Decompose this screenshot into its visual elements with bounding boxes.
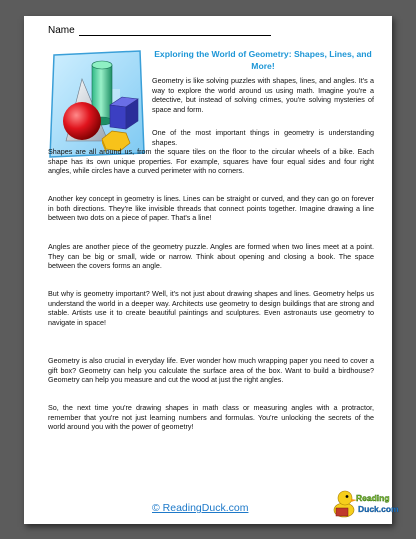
reading-duck-logo (332, 484, 399, 520)
paragraph-3: Another key concept in geometry is lines. Lines can be straight or curved, and they can go on forever in both directions. They're like invisible threads that connect points together. Imagine drawing a line between two dots on a piece of paper. That's a line! (48, 194, 374, 223)
name-label: Name (48, 25, 75, 36)
paragraph-1: Geometry is like solving puzzles with shapes, lines, and angles. It's a way to explore the world around us using math. Imagine you're a detective, but instead of solving crimes, you're solving mysteries of space and form. (152, 76, 374, 115)
worksheet-title: Exploring the World of Geometry: Shapes, Lines, and More! (154, 49, 372, 71)
name-field-row (48, 25, 271, 36)
svg-text:Reading: Reading (356, 493, 390, 503)
geometry-shapes-illustration (48, 49, 146, 159)
paragraph-2: Shapes are all around us, from the square tiles on the floor to the circular wheels of a bike. Each shape has its own unique properties. For example, squares have four equal sides and four right angles, while circles have a curved perimeter with no corners. (48, 147, 374, 176)
paragraph-2-lead: One of the most important things in geometry is understanding shapes. (152, 128, 374, 147)
readingduck-link[interactable]: © ReadingDuck.com (152, 502, 249, 514)
paragraph-5: But why is geometry important? Well, it's not just about drawing shapes and lines. Geometry helps us understand the world in a deeper way. Architects use geometry to design buildings that are strong and stable. Artists use it to create beautiful paintings and sculptures. Even astronauts use geometry to navigate in space! (48, 289, 374, 328)
worksheet-page (24, 16, 399, 524)
name-input-line[interactable] (79, 25, 271, 36)
paragraph-4: Angles are another piece of the geometry puzzle. Angles are formed when two lines meet at a point. They can be big or small, wide or narrow. Think about opening and closing a book. The space between the covers forms an angle. (48, 242, 374, 271)
paragraph-7: So, the next time you're drawing shapes in math class or measuring angles with a protractor, remember that you're not just learning numbers and formulas. You're unlocking the secrets of the world around you with the power of geometry! (48, 403, 374, 432)
paragraph-6: Geometry is also crucial in everyday life. Ever wonder how much wrapping paper you need to cover a gift box? Geometry can help you calculate the surface area of the box. Want to build a birdhouse? Geometry can help you measure and cut the wood at just the right angles. (48, 356, 374, 385)
svg-text:Duck.com: Duck.com (358, 504, 399, 514)
